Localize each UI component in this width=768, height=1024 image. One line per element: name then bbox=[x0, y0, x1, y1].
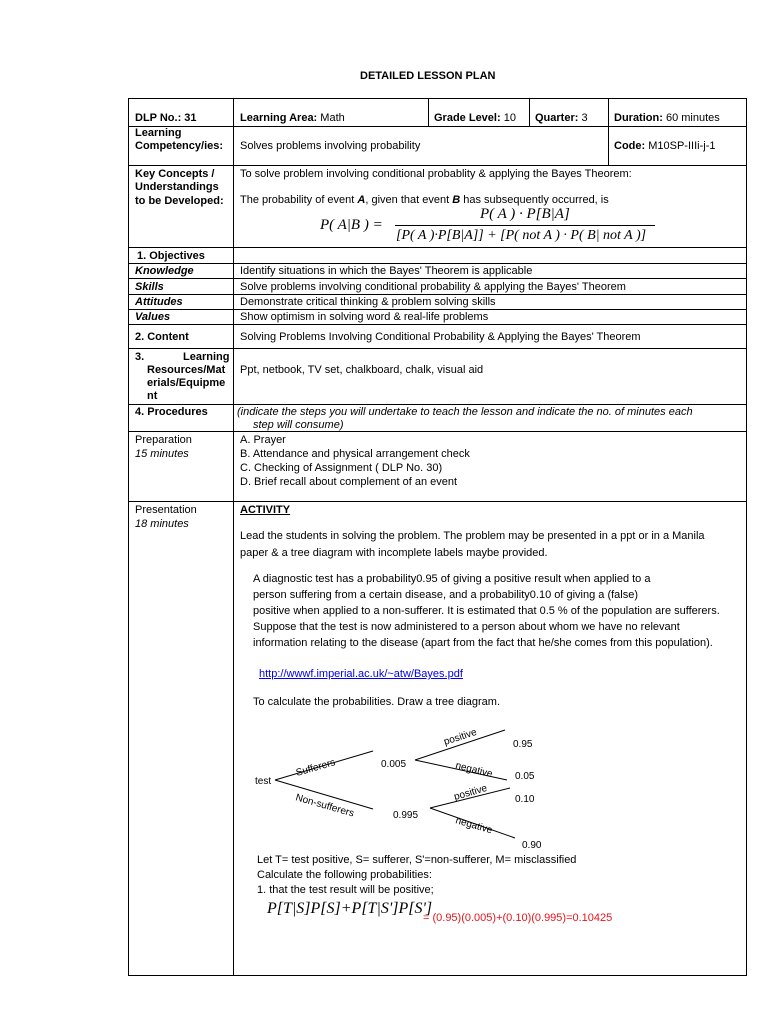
resources-label-num: 3. bbox=[135, 351, 145, 363]
presentation-label: Presentation bbox=[135, 504, 197, 516]
competency-value: Solves problems involving probability bbox=[240, 140, 421, 152]
key-concepts-line2: The probability of event A, given that event B has subsequently occurred, is bbox=[240, 194, 609, 206]
activity-heading: ACTIVITY bbox=[240, 504, 291, 516]
s-positive-label: positive bbox=[442, 726, 479, 748]
ns-negative-label: negative bbox=[454, 815, 494, 837]
preparation-step: A. Prayer bbox=[240, 434, 286, 446]
resources-value: Ppt, netbook, TV set, chalkboard, chalk, visual aid bbox=[240, 364, 484, 376]
problem-line: information relating to the disease (apart from the fact that he/she comes from this population). bbox=[253, 637, 713, 649]
problem-line: A diagnostic test has a probability0.95 of giving a positive result when applied to a bbox=[253, 573, 651, 585]
document-title: DETAILED LESSON PLAN bbox=[360, 70, 496, 82]
s-positive-prob: 0.95 bbox=[513, 739, 533, 750]
probability-tree-diagram bbox=[245, 720, 565, 855]
calculate-instruction: Calculate the following probabilities: bbox=[257, 869, 432, 881]
objectives-heading: 1. Objectives bbox=[137, 250, 205, 262]
formula-fraction-bar bbox=[395, 225, 655, 226]
procedures-note-2: step will consume) bbox=[253, 419, 344, 431]
bayes-formula-denominator: [P( A )·P[B|A]] + [P( not A ) · P( B| not A )] bbox=[396, 228, 647, 243]
ns-positive-label: positive bbox=[452, 782, 489, 803]
resources-label-1: Learning bbox=[183, 351, 230, 363]
competency-label-1: Learning bbox=[135, 127, 182, 139]
resources-label-4: nt bbox=[147, 390, 158, 402]
problem-line: positive when applied to a non-sufferer. It is estimated that 0.5 % of the population are sufferers. bbox=[253, 605, 720, 617]
question-1-formula: P[T|S]P[S]+P[T|S']P[S'] bbox=[267, 900, 433, 917]
content-value: Solving Problems Involving Conditional Probability & Applying the Bayes' Theorem bbox=[240, 331, 641, 343]
grade-level: Grade Level: 10 bbox=[434, 112, 516, 124]
ns-negative-prob: 0.90 bbox=[522, 840, 542, 851]
preparation-step: D. Brief recall about complement of an event bbox=[240, 476, 458, 488]
preparation-label: Preparation bbox=[135, 434, 192, 446]
s-negative-label: negative bbox=[454, 760, 494, 781]
branch-non-sufferers-label: Non-sufferers bbox=[294, 792, 356, 820]
objective-value: Solve problems involving conditional probability & applying the Bayes' Theorem bbox=[240, 281, 626, 293]
procedures-label: 4. Procedures bbox=[135, 406, 208, 418]
key-concepts-label-2: Understandings bbox=[135, 181, 219, 193]
branch-sufferers-prob: 0.005 bbox=[381, 759, 407, 770]
objective-label: Attitudes bbox=[135, 296, 183, 308]
question-1-answer: = (0.95)(0.005)+(0.10)(0.995)=0.10425 bbox=[423, 912, 613, 924]
bayes-reference-link[interactable]: http://wwwf.imperial.ac.uk/~atw/Bayes.pdf bbox=[259, 668, 463, 680]
branch-sufferers-label: Sufferers bbox=[294, 757, 337, 779]
quarter: Quarter: 3 bbox=[535, 112, 588, 124]
objective-value: Show optimism in solving word & real-life problems bbox=[240, 311, 489, 323]
key-concepts-line1: To solve problem involving conditional probablity & applying the Bayes Theorem: bbox=[240, 168, 632, 180]
tree-intro: To calculate the probabilities. Draw a tree diagram. bbox=[253, 696, 501, 708]
tree-root-label: test bbox=[255, 776, 272, 787]
bayes-formula-numerator: P( A ) · P[B|A] bbox=[480, 206, 570, 222]
resources-label-2: Resources/Mat bbox=[147, 364, 226, 376]
let-definitions: Let T= test positive, S= sufferer, S'=non-sufferer, M= misclassified bbox=[257, 854, 577, 866]
preparation-minutes: 15 minutes bbox=[135, 448, 189, 460]
s-negative-prob: 0.05 bbox=[515, 771, 535, 782]
presentation-minutes: 18 minutes bbox=[135, 518, 189, 530]
branch-non-sufferers-prob: 0.995 bbox=[393, 810, 419, 821]
procedures-note-1: (indicate the steps you will undertake to teach the lesson and indicate the no. of minutes each bbox=[237, 406, 693, 418]
intro-line-2: paper & a tree diagram with incomplete labels maybe provided. bbox=[240, 547, 548, 559]
preparation-step: B. Attendance and physical arrangement check bbox=[240, 448, 470, 460]
key-concepts-label-1: Key Concepts / bbox=[135, 168, 215, 180]
competency-label-2: Competency/ies: bbox=[135, 140, 224, 152]
code: Code: M10SP-IIIi-j-1 bbox=[614, 140, 716, 152]
key-concepts-label-3: to be Developed: bbox=[135, 195, 224, 207]
content-label: 2. Content bbox=[135, 331, 189, 343]
resources-label-3: erials/Equipme bbox=[147, 377, 226, 389]
duration: Duration: 60 minutes bbox=[614, 112, 720, 124]
problem-line: Suppose that the test is now administered to a person about whom we have no relevant bbox=[253, 621, 680, 633]
learning-area: Learning Area: Math bbox=[240, 112, 345, 124]
objective-label: Skills bbox=[135, 281, 164, 293]
objective-value: Demonstrate critical thinking & problem solving skills bbox=[240, 296, 496, 308]
preparation-step: C. Checking of Assignment ( DLP No. 30) bbox=[240, 462, 443, 474]
ns-positive-prob: 0.10 bbox=[515, 794, 535, 805]
question-1: 1. that the test result will be positive; bbox=[257, 884, 434, 896]
intro-line-1: Lead the students in solving the problem. The problem may be presented in a ppt or in a Manila bbox=[240, 530, 705, 542]
objective-label: Values bbox=[135, 311, 171, 323]
problem-line: person suffering from a certain disease, and a probability0.10 of giving a (false) bbox=[253, 589, 639, 601]
dlp-number: DLP No.: 31 bbox=[135, 112, 197, 124]
bayes-formula-lhs: P( A|B ) = bbox=[320, 217, 383, 233]
objective-value: Identify situations in which the Bayes' Theorem is applicable bbox=[240, 265, 533, 277]
objective-label: Knowledge bbox=[135, 265, 194, 277]
